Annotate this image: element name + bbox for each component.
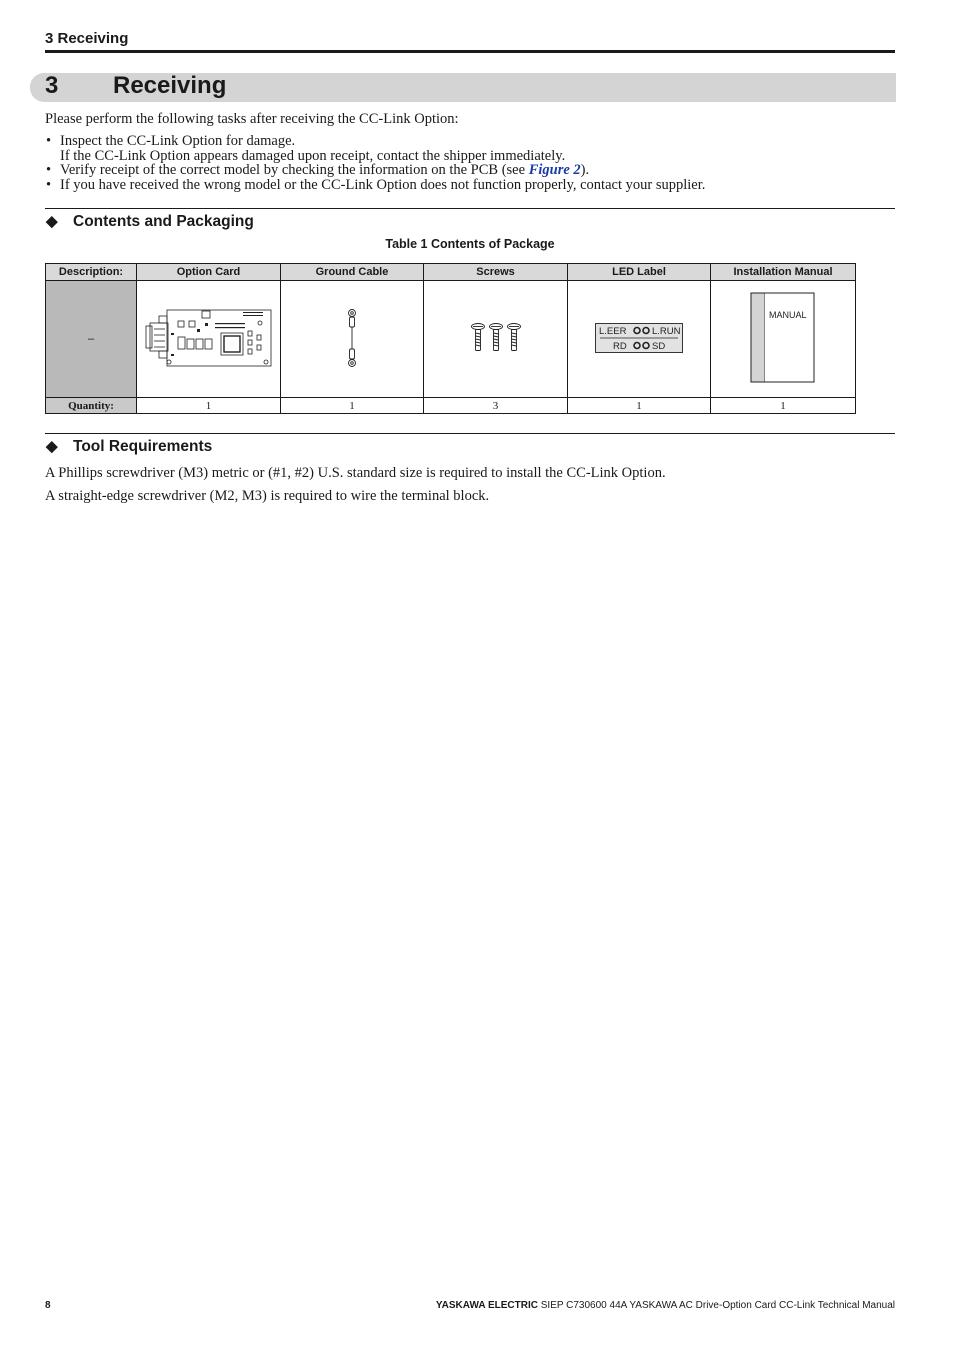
quantity-cell: 1 — [281, 398, 424, 414]
quantity-cell: 1 — [568, 398, 711, 414]
screw-icon — [471, 323, 484, 350]
footer-document-info — [436, 1300, 895, 1311]
intro-paragraph: Please perform the following tasks after receiving the CC-Link Option: — [45, 111, 459, 127]
quantity-cell: 3 — [424, 398, 568, 414]
tool-paragraph: A straight-edge screwdriver (M2, M3) is required to wire the terminal block. — [45, 488, 490, 504]
table-caption: Table 1 Contents of Package — [385, 237, 555, 251]
footer-doc-title: SIEP C730600 44A YASKAWA AC Drive-Option Card CC-Link Technical Manual — [537, 1300, 895, 1311]
figure-2-link[interactable]: Figure 2 — [528, 162, 581, 179]
bullet-icon: • — [46, 162, 52, 179]
list-item-text: Verify receipt of the correct model by checking the information on the PCB (see — [60, 162, 529, 179]
led-label-l-run: L.RUN — [652, 325, 681, 337]
quantity-cell: 1 — [137, 398, 281, 414]
chapter-title: Receiving — [113, 72, 227, 99]
column-header: Ground Cable — [281, 264, 424, 281]
section-heading-tools — [46, 437, 212, 456]
installation-manual-image — [750, 292, 816, 384]
list-item-text: If the CC-Link Option appears damaged upon receipt, contact the shipper immediately. — [60, 147, 566, 164]
section-divider — [45, 208, 895, 209]
screws-image — [470, 323, 522, 353]
task-list — [45, 134, 705, 192]
list-item — [45, 163, 705, 178]
column-header: Option Card — [137, 264, 281, 281]
section-title: Contents and Packaging — [73, 213, 254, 230]
led-label-cell — [568, 281, 711, 398]
section-heading-contents — [46, 212, 254, 231]
contents-table — [45, 263, 856, 414]
quantity-cell: 1 — [711, 398, 856, 414]
screws-cell — [424, 281, 568, 398]
list-item — [45, 134, 705, 163]
footer-brand: YASKAWA ELECTRIC — [435, 1300, 538, 1311]
bullet-icon: • — [46, 133, 52, 149]
section-divider — [45, 433, 895, 434]
option-card-cell — [137, 281, 281, 398]
section-title: Tool Requirements — [73, 438, 213, 455]
list-item-text: ). — [580, 162, 590, 179]
running-head: 3 Receiving — [45, 30, 895, 53]
list-item — [45, 178, 705, 193]
column-header: Installation Manual — [711, 264, 856, 281]
diamond-icon: ◆ — [46, 438, 58, 455]
manual-cover-text: MANUAL — [769, 309, 807, 320]
led-label-sd: SD — [652, 340, 666, 352]
tool-paragraph: A Phillips screwdriver (M3) metric or (#1, #2) U.S. standard size is required to install the CC-Link Option. — [45, 465, 666, 481]
chapter-heading — [30, 73, 896, 102]
led-label-image — [595, 323, 683, 353]
led-label-rd: RD — [613, 340, 627, 352]
column-header: Screws — [424, 264, 568, 281]
ground-cable-cell — [281, 281, 424, 398]
column-header: LED Label — [568, 264, 711, 281]
list-item-text: Inspect the CC-Link Option for damage. — [60, 133, 296, 149]
diamond-icon: ◆ — [46, 213, 58, 230]
bullet-icon: • — [46, 176, 52, 193]
description-label: Description: — [46, 264, 137, 281]
installation-manual-cell — [711, 281, 856, 398]
description-placeholder: – — [46, 281, 137, 398]
page-number: 8 — [45, 1300, 51, 1311]
list-item-text: If you have received the wrong model or the CC-Link Option does not function properly, contact your supplier. — [60, 176, 706, 193]
chapter-number: 3 — [45, 72, 59, 99]
option-card-image — [145, 307, 273, 369]
led-label-l-eer: L.EER — [599, 325, 627, 337]
ground-cable-image — [345, 308, 359, 368]
quantity-label: Quantity: — [46, 398, 137, 414]
